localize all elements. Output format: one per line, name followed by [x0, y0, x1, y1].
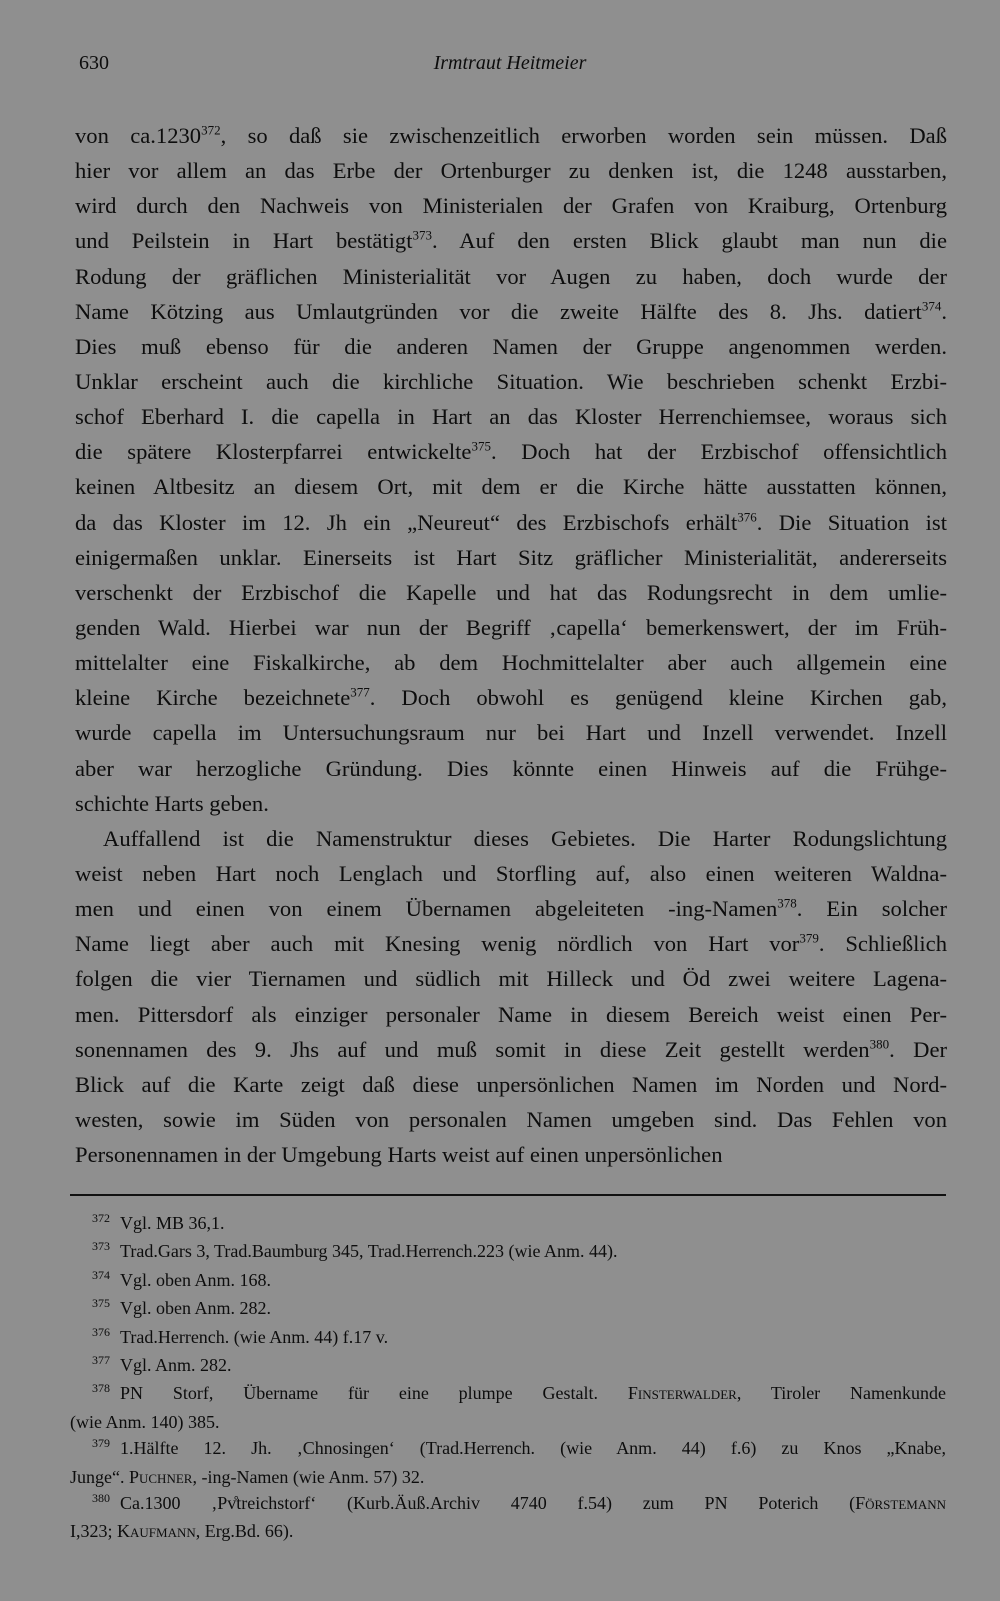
text-line: [75, 188, 947, 223]
author-name: Kaufmann: [117, 1521, 196, 1542]
footnote-text: Vgl. oben Anm. 282.: [120, 1298, 271, 1319]
footnote-number: 378: [92, 1381, 110, 1396]
footnote: [70, 1267, 946, 1295]
text-line: [75, 399, 947, 434]
footnote-ref: 377: [350, 684, 370, 700]
text-run: Auffallend ist die Namenstruktur dieses Gebietes. Die Harter Rodungslichtung: [103, 825, 947, 851]
text-line: [75, 821, 947, 856]
text-run: wurde capella im Untersuchungsraum nur bei Hart und Inzell verwendet. Inzell: [75, 720, 947, 746]
text-line: [75, 540, 947, 575]
body-text: [75, 118, 947, 1172]
footnote: [70, 1324, 946, 1352]
text-run: Name Kötzing aus Umlautgründen vor die zweite Hälfte des 8. Jhs. datiert: [75, 298, 922, 324]
footnote-text: 1.Hälfte 12. Jh. ‚Chnosingen‘ (Trad.Herrench. (wie Anm. 44) f.6) zu Knos „Knabe,: [120, 1438, 946, 1459]
footnote-ref: 380: [869, 1036, 890, 1052]
text-line: [75, 259, 947, 294]
text-line: [75, 610, 947, 645]
text-run: sonennamen des 9. Jhs auf und muß somit in diese Zeit gestellt werden: [75, 1036, 870, 1062]
text-line: [75, 926, 947, 961]
text-run: da das Kloster im 12. Jh ein „Neureut“ des Erzbischofs erhält: [75, 509, 738, 535]
text-run: Name liegt aber auch mit Knesing wenig nördlich von Hart vor: [75, 931, 800, 957]
text-run: schof Eberhard I. die capella in Hart an das Kloster Herrenchiemsee, woraus sich: [75, 404, 947, 430]
footnote-ref: 376: [737, 509, 757, 525]
footnote: [70, 1238, 946, 1266]
text-run: westen, sowie im Süden von personalen Namen umgeben sind. Das Fehlen von: [75, 1106, 947, 1132]
text-run: einigermaßen unklar. Einerseits ist Hart Sitz gräflicher Ministerialität, andererseits: [75, 544, 947, 570]
footnote-text: PN Storf, Übername für eine plumpe Gestalt.: [120, 1383, 628, 1404]
footnote-continuation: [70, 1464, 946, 1490]
footnote: [70, 1210, 946, 1238]
text-line: [75, 961, 947, 996]
text-line: [75, 364, 947, 399]
text-line: [75, 786, 947, 821]
footnote-ref: 375: [471, 438, 491, 454]
author-name: Förstemann: [855, 1493, 946, 1514]
text-run: folgen die vier Tiernamen und südlich mit Hilleck und Öd zwei weitere Lagena-: [75, 966, 947, 992]
text-line: [75, 680, 947, 715]
text-run: .: [941, 298, 947, 324]
text-line: [75, 1032, 947, 1067]
text-line: [75, 856, 947, 891]
text-run: kleine Kirche bezeichnete: [75, 685, 351, 711]
footnote-text: , -ing-Namen (wie Anm. 57) 32.: [192, 1466, 425, 1487]
text-run: , so daß sie zwischenzeitlich erworben worden sein müssen. Daß: [220, 123, 947, 148]
text-run: . Doch obwohl es genügend kleine Kirchen gab,: [369, 685, 947, 711]
text-run: von ca.1230: [75, 123, 202, 148]
text-run: Unklar erscheint auch die kirchliche Situation. Wie beschrieben schenkt Erzbi-: [75, 368, 947, 394]
page-number: 630: [79, 52, 109, 74]
footnote-text: Vgl. Anm. 282.: [120, 1355, 232, 1376]
text-line: [75, 329, 947, 364]
text-line: [75, 1102, 947, 1137]
text-run: Dies muß ebenso für die anderen Namen der Gruppe angenommen werden.: [75, 333, 947, 359]
text-line: [75, 645, 947, 680]
text-line: [75, 751, 947, 786]
footnote-number: 377: [92, 1353, 110, 1368]
text-run: . Doch hat der Erzbischof offensichtlich: [490, 439, 947, 465]
text-line: [75, 223, 947, 258]
footnote-ref: 373: [412, 227, 433, 243]
text-run: . Schließlich: [818, 931, 947, 957]
footnote-number: 380: [92, 1491, 110, 1506]
footnote-rule: [70, 1194, 946, 1196]
text-line: [75, 575, 947, 610]
footnote-number: 374: [92, 1267, 110, 1282]
footnote-ref: 374: [921, 298, 942, 314]
footnotes: [70, 1210, 946, 1545]
text-run: genden Wald. Hierbei war nun der Begriff ‚capella‘ bemerkenswert, der im Früh-: [75, 614, 947, 640]
text-line: [75, 153, 947, 188]
text-run: mittelalter eine Fiskalkirche, ab dem Hochmittelalter aber auch allgemein eine: [75, 650, 947, 676]
text-line: [75, 1137, 947, 1172]
footnote-text: I,323;: [70, 1521, 117, 1542]
footnote-text: , Erg.Bd. 66).: [195, 1521, 294, 1542]
footnote-number: 372: [92, 1211, 110, 1225]
text-run: . Die Situation ist: [756, 509, 947, 535]
text-line: [75, 434, 947, 469]
footnote-number: 379: [92, 1436, 110, 1451]
text-line: [75, 469, 947, 504]
footnote-continuation: (wie Anm. 140) 385.: [70, 1411, 220, 1432]
text-run: . Der: [889, 1036, 947, 1062]
footnote-ref: 378: [777, 895, 797, 911]
footnote-text: , Tiroler Namenkunde: [736, 1383, 946, 1404]
text-line: [75, 505, 947, 540]
footnote-text: Vgl. oben Anm. 168.: [120, 1269, 271, 1290]
running-head: Irmtraut Heitmeier: [433, 52, 587, 74]
footnote: [70, 1435, 946, 1463]
text-line: [75, 1067, 947, 1102]
text-run: . Auf den ersten Blick glaubt man nun die: [432, 228, 947, 254]
text-run: und Peilstein in Hart bestätigt: [75, 228, 413, 254]
text-run: die spätere Klosterpfarrei entwickelte: [75, 439, 472, 465]
author-name: Finsterwalder: [627, 1383, 737, 1404]
footnote-number: 373: [92, 1239, 110, 1254]
footnote-text: Ca.1300 ‚Pv̊treichstorf‘ (Kurb.Äuß.Archiv 4740 f.54) zum PN Poterich (: [120, 1493, 856, 1514]
footnote-ref: 372: [201, 122, 221, 138]
text-run: Blick auf die Karte zeigt daß diese unpersönlichen Namen im Norden und Nord-: [75, 1071, 947, 1097]
text-run: weist neben Hart noch Lenglach und Storfling auf, also einen weiteren Waldna-: [75, 860, 947, 886]
footnote: [70, 1295, 946, 1323]
text-run: . Ein solcher: [796, 896, 947, 922]
footnote-text: Trad.Gars 3, Trad.Baumburg 345, Trad.Herrench.223 (wie Anm. 44).: [120, 1241, 618, 1262]
text-run: keinen Altbesitz an diesem Ort, mit dem er die Kirche hätte ausstatten können,: [75, 474, 947, 500]
text-run: schichte Harts geben.: [75, 790, 269, 816]
footnote: [70, 1352, 946, 1380]
footnote: [70, 1490, 946, 1518]
footnote-number: 376: [92, 1324, 110, 1339]
author-name: Puchner: [128, 1466, 193, 1487]
footnote-number: 375: [92, 1296, 110, 1311]
footnote: [70, 1380, 946, 1408]
text-run: verschenkt der Erzbischof die Kapelle und hat das Rodungsrecht in dem umlie-: [75, 579, 947, 605]
text-run: men. Pittersdorf als einziger personaler Name in diesem Bereich weist einen Per-: [75, 1001, 947, 1027]
text-line: [75, 294, 947, 329]
text-run: aber war herzogliche Gründung. Dies könnte einen Hinweis auf die Frühge-: [75, 755, 947, 781]
footnote-text: Trad.Herrench. (wie Anm. 44) f.17 v.: [120, 1326, 389, 1347]
footnote-text: Vgl. MB 36,1.: [120, 1213, 225, 1233]
text-run: Rodung der gräflichen Ministerialität vor Augen zu haben, doch wurde der: [75, 263, 947, 289]
footnote-ref: 379: [799, 930, 819, 946]
text-line: [75, 997, 947, 1032]
footnote-continuation: [70, 1518, 946, 1544]
text-run: hier vor allem an das Erbe der Ortenburger zu denken ist, die 1248 ausstarben,: [75, 158, 947, 184]
text-line: [75, 118, 947, 153]
text-line: [75, 715, 947, 750]
text-run: Personennamen in der Umgebung Harts weist auf einen unpersönlichen: [75, 1142, 723, 1168]
page-header: [75, 52, 945, 86]
text-line: [75, 891, 947, 926]
text-run: wird durch den Nachweis von Ministerialen der Grafen von Kraiburg, Ortenburg: [75, 193, 947, 219]
text-run: men und einen von einem Übernamen abgeleiteten -ing-Namen: [75, 896, 778, 922]
footnote-text: Junge“.: [70, 1466, 129, 1487]
